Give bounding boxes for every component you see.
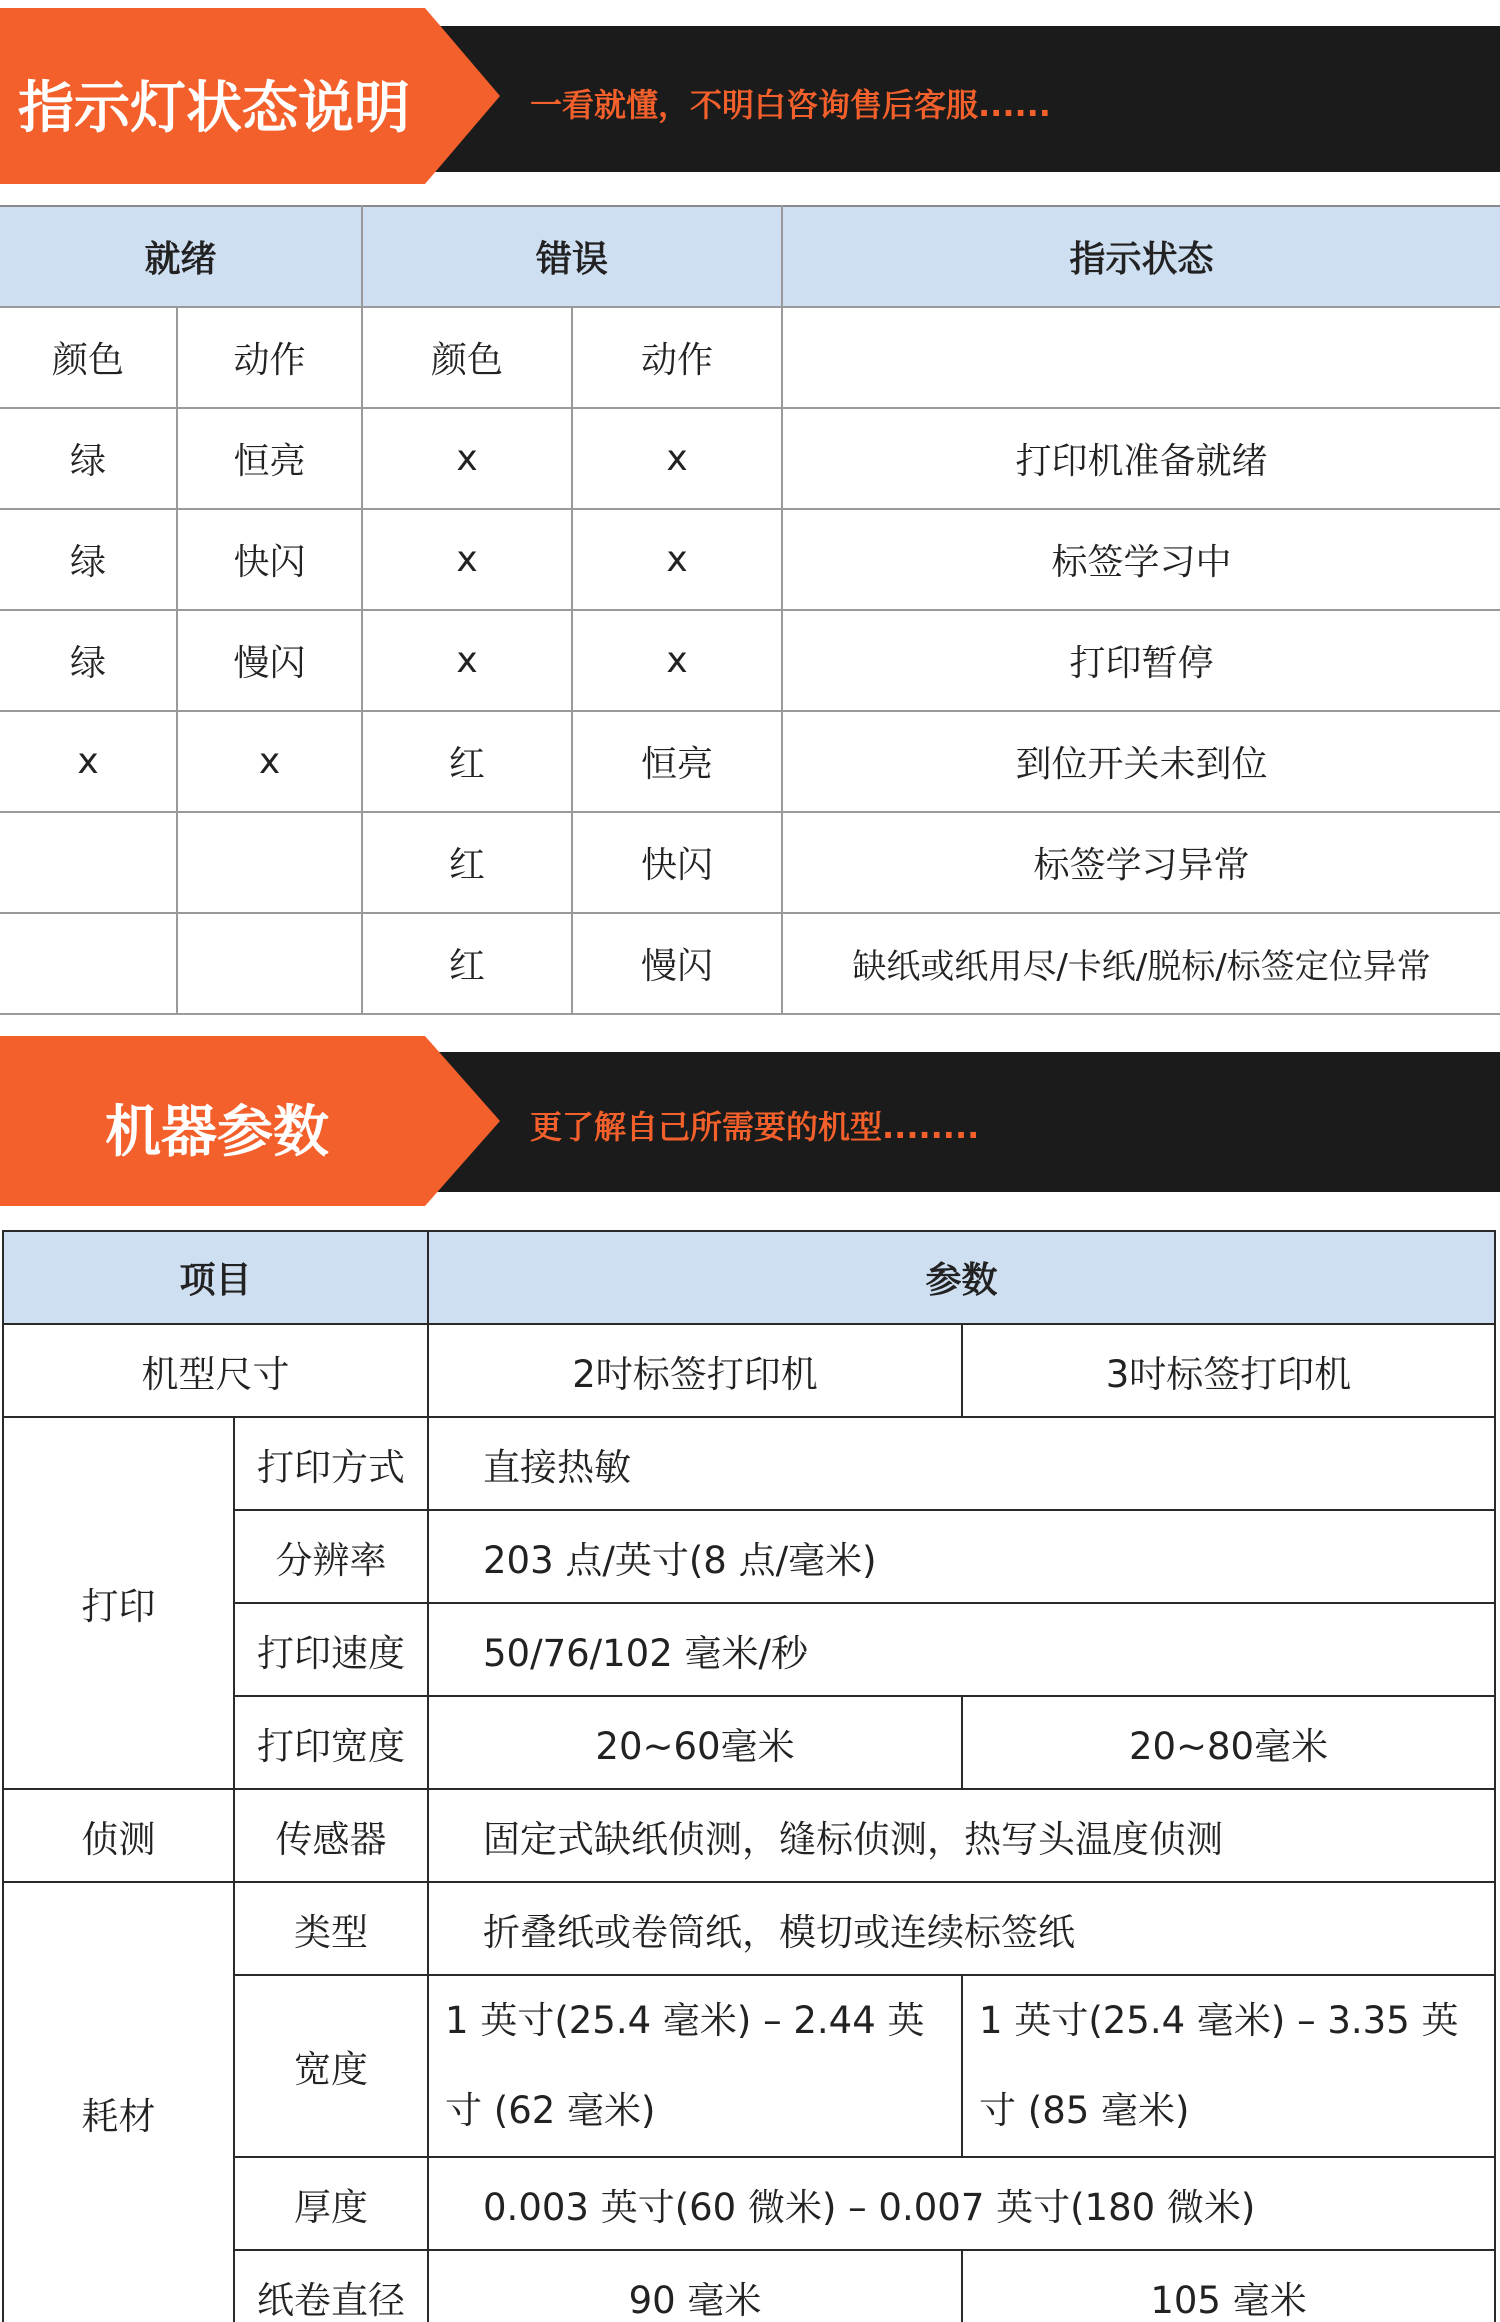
spec-label: 打印速度 — [234, 1603, 428, 1696]
spec-value-2in: 1 英寸(25.4 毫米) – 2.44 英寸 (62 毫米) — [428, 1975, 962, 2157]
subheader-cell: 动作 — [177, 307, 362, 408]
table-cell: 绿 — [0, 408, 177, 509]
table-cell: 绿 — [0, 509, 177, 610]
spec-label: 分辨率 — [234, 1510, 428, 1603]
table-row-model — [3, 1324, 1495, 1417]
section-title: 指示灯状态说明 — [18, 76, 410, 141]
table-row — [0, 711, 1500, 812]
spec-label: 打印方式 — [234, 1417, 428, 1510]
spec-value-2in: 20~60毫米 — [428, 1696, 962, 1789]
model-2in: 2吋标签打印机 — [428, 1324, 962, 1417]
section-banner-specs — [0, 1036, 1500, 1206]
table-row — [3, 1417, 1495, 1510]
table-cell: 红 — [362, 711, 572, 812]
spec-value: 直接热敏 — [428, 1417, 1495, 1510]
header-item: 项目 — [3, 1231, 428, 1324]
spec-label: 厚度 — [234, 2157, 428, 2250]
group-media: 耗材 — [3, 1882, 234, 2322]
table-subheader-row — [0, 307, 1500, 408]
section-title: 机器参数 — [105, 1100, 329, 1165]
table-cell: 慢闪 — [572, 913, 782, 1014]
table-cell — [177, 812, 362, 913]
group-detect: 侦测 — [3, 1789, 234, 1882]
table-header-row — [0, 206, 1500, 307]
table-cell: x — [572, 408, 782, 509]
table-cell: x — [362, 509, 572, 610]
group-print: 打印 — [3, 1417, 234, 1789]
spec-value: 0.003 英寸(60 微米) – 0.007 英寸(180 微米) — [428, 2157, 1495, 2250]
table-cell: 绿 — [0, 610, 177, 711]
subheader-cell: 颜色 — [0, 307, 177, 408]
table-cell — [177, 913, 362, 1014]
table-row — [0, 509, 1500, 610]
table-cell: 到位开关未到位 — [782, 711, 1500, 812]
table-cell: 打印暂停 — [782, 610, 1500, 711]
section-subtitle: 一看就懂，不明白咨询售后客服...... — [530, 86, 1051, 124]
spec-value-2in: 90 毫米 — [428, 2250, 962, 2322]
table-cell: x — [572, 509, 782, 610]
table-cell: 快闪 — [177, 509, 362, 610]
spec-value: 固定式缺纸侦测，缝标侦测，热写头温度侦测 — [428, 1789, 1495, 1882]
spec-label: 纸卷直径 — [234, 2250, 428, 2322]
spec-value-3in: 105 毫米 — [962, 2250, 1495, 2322]
table-header-row — [3, 1231, 1495, 1324]
machine-spec-table — [2, 1230, 1496, 2322]
table-cell: 恒亮 — [572, 711, 782, 812]
table-cell: x — [0, 711, 177, 812]
table-row — [3, 1789, 1495, 1882]
table-cell: x — [177, 711, 362, 812]
table-cell: 红 — [362, 812, 572, 913]
section-subtitle: 更了解自己所需要的机型........ — [530, 1108, 980, 1146]
table-cell: 缺纸或纸用尽/卡纸/脱标/标签定位异常 — [782, 913, 1500, 1014]
table-row — [0, 408, 1500, 509]
subheader-cell — [782, 307, 1500, 408]
table-cell: x — [572, 610, 782, 711]
table-cell: 恒亮 — [177, 408, 362, 509]
spec-value: 50/76/102 毫米/秒 — [428, 1603, 1495, 1696]
subheader-cell: 动作 — [572, 307, 782, 408]
table-row — [0, 913, 1500, 1014]
model-3in: 3吋标签打印机 — [962, 1324, 1495, 1417]
table-cell: 快闪 — [572, 812, 782, 913]
spec-value-3in: 1 英寸(25.4 毫米) – 3.35 英寸 (85 毫米) — [962, 1975, 1495, 2157]
table-row — [0, 812, 1500, 913]
spec-value: 203 点/英寸(8 点/毫米) — [428, 1510, 1495, 1603]
table-row — [3, 1882, 1495, 1975]
table-cell: 慢闪 — [177, 610, 362, 711]
table-cell: x — [362, 610, 572, 711]
header-error: 错误 — [362, 206, 782, 307]
subheader-cell: 颜色 — [362, 307, 572, 408]
spec-value: 折叠纸或卷筒纸，模切或连续标签纸 — [428, 1882, 1495, 1975]
table-cell — [0, 913, 177, 1014]
header-param: 参数 — [428, 1231, 1495, 1324]
model-label: 机型尺寸 — [3, 1324, 428, 1417]
spec-label: 类型 — [234, 1882, 428, 1975]
table-cell: 标签学习异常 — [782, 812, 1500, 913]
indicator-status-table — [0, 205, 1500, 1015]
spec-value-3in: 20~80毫米 — [962, 1696, 1495, 1789]
table-cell: x — [362, 408, 572, 509]
spec-label: 传感器 — [234, 1789, 428, 1882]
section-banner-indicator — [0, 8, 1500, 184]
header-ready: 就绪 — [0, 206, 362, 307]
table-cell: 打印机准备就绪 — [782, 408, 1500, 509]
spec-label: 宽度 — [234, 1975, 428, 2157]
header-status: 指示状态 — [782, 206, 1500, 307]
table-row — [0, 610, 1500, 711]
table-cell: 标签学习中 — [782, 509, 1500, 610]
table-cell — [0, 812, 177, 913]
table-cell: 红 — [362, 913, 572, 1014]
spec-label: 打印宽度 — [234, 1696, 428, 1789]
